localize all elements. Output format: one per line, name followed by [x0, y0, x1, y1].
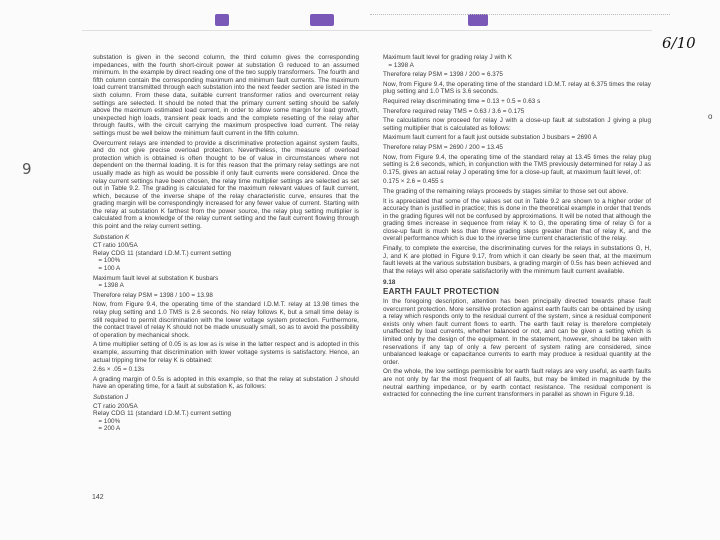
calculation: CT ratio 100/5A Relay CDG 11 (standard I.D.M.T.) current setting = 100% = 100 A: [93, 242, 232, 273]
paragraph: On the whole, the low settings permissible for earth fault relays are very useful, as earth faults are not only by far the most frequent of all faults, but may be limited in magnitude by the neutral earthing impedance, or by earth contact resistance. The residual component is extracted for connecting the line current transformers in parallel as shown in Figure 9.18.: [383, 368, 651, 399]
paragraph: Now, from Figure 9.4, the operating time of the standard relay at 13.45 times the relay plug setting is 2.6 seconds, which, in conjunction with the TMS previously determined for relay J as 0.175, gives an actual relay J operating time for a close-up fault, at maximum fault level, of:: [383, 153, 651, 176]
section-number: 9.18: [383, 279, 396, 287]
handwritten-margin-mark: 9: [22, 160, 32, 178]
calculation: Required relay discriminating time = 0.13 + 0.5 = 0.63 s: [383, 97, 541, 105]
subsection-heading: Substation K: [93, 233, 130, 241]
page-number: 142: [92, 494, 104, 501]
calculation: Therefore relay PSM = 2690 / 200 = 13.45: [383, 143, 503, 151]
handwritten-page-note: 6/10: [662, 34, 696, 52]
left-column: [93, 54, 359, 435]
calculation: 0.175 × 2.6 = 0.455 s: [383, 178, 444, 186]
handwritten-side-mark: o: [708, 112, 713, 121]
calculation: Therefore relay PSM = 1398 / 200 = 6.375: [383, 71, 503, 79]
paragraph: Now, from Figure 9.4, the operating time of the standard I.D.M.T. relay at 13.98 times the relay plug setting and 1.0 TMS is 2.6 seconds. No relay follows K, but a small time delay is still required to permit discrimination with the lower voltage system protection. Furthermore, the contact travel of relay K should not be made unusually small, so as to avoid the possibility of operation by mechanical shock.: [93, 301, 359, 339]
paragraph: It is appreciated that some of the values set out in Table 9.2 are shown to a higher order of accuracy than is justified in practice; this is done in the theoretical example in order that trends in the grading figures will not be confused by approximations. It will be noted that although the grading times increase in sequence from relay K to G, the operating time of relay G for a close-up fault is much less than three grading steps greater than that of relay K, and the overall performance which is due to the inverse time current characteristic of the relay.: [383, 197, 651, 243]
purple-tab-marker: [310, 14, 334, 26]
paragraph: Maximum fault current for a fault just outside substation J busbars = 2690 A: [383, 134, 597, 142]
paragraph: A grading margin of 0.5s is adopted in this example, so that the relay at substation J should have an operating time, for a fault at substation K, as follows:: [93, 375, 359, 391]
right-column: [383, 54, 651, 401]
purple-tab-marker: [215, 14, 229, 26]
calculation: CT ratio 200/5A Relay CDG 11 (standard I.D.M.T.) current setting = 100% = 200 A: [93, 402, 232, 433]
calculation: Therefore required relay TMS = 0.63 / 3.6 = 0.175: [383, 107, 525, 115]
paragraph: Now, from Figure 9.4, the operating time of the standard I.D.M.T. relay at 6.375 times the relay plug setting and 1.0 TMS is 3.6 seconds.: [383, 80, 651, 96]
paragraph: In the foregoing description, attention has been principally directed towards phase fault overcurrent protection. More sensitive protection against earth faults can be obtained by using a relay which responds only to the residual current of the system, since a residual component exists only when fault current flows to earth. The earth fault relay is therefore completely unaffected by load currents, whether balanced or not, and can be given a setting which is limited only by the design of the equipment. In the statement, however, should be taken with reservations if any tap of only a few percent of system rating are considered, since unbalanced leakage or capacitance currents to earth may produce a residual quantity at the order.: [383, 298, 651, 366]
calculation: Maximum fault level for grading relay J with K = 1398 A: [383, 54, 512, 69]
section-title: EARTH FAULT PROTECTION: [383, 287, 500, 297]
calculation: Maximum fault level at substation K busbars = 1398 A: [93, 274, 219, 290]
top-rule: [82, 30, 652, 31]
paragraph: The calculations now proceed for relay J with a close-up fault at substation J giving a plug setting multiplier that is calculated as follows:: [383, 117, 651, 132]
paragraph: A time multiplier setting of 0.05 is as low as is wise in the latter respect and is adopted in this example, assuming that discrimination with lower voltage systems is satisfactory. Hence, an actual tripping time for relay K is obtained:: [93, 341, 359, 364]
paragraph: Overcurrent relays are intended to provide a discriminative protection against system faults, and do not give precise overload protection. Nevertheless, the measure of overload protection which is obtained is often thought to be of value in circumstances where not dependent on the thermal loading. It is for this reason that the primary relay settings are not usually made as high as would be possible if only fault currents were considered. Once the relay current settings have been chosen, the relay time multiplier settings are selected as set out in Table 9.2. The grading is calculated for the maximum relevant values of fault current, which, because of the inverse shape of the relay characteristic curve, ensures that the grading margin will be correspondingly increased for any fewer value of current. Starting with the relay at substation K farthest from the power source, the relay plug setting multiplier is calculated from a knowledge of the relay current setting and the fault current flowing through this point and the relay current setting.: [93, 139, 359, 231]
paragraph: The grading of the remaining relays proceeds by stages similar to those set out above.: [383, 187, 629, 195]
scan-artifact-dots: [370, 14, 670, 19]
subsection-heading: Substation J: [93, 393, 129, 401]
paragraph: Finally, to complete the exercise, the discriminating curves for the relays in substations G, H, J, and K are plotted in Figure 9.17, from which it can clearly be seen that, at the maximum fault levels at the various substation busbars, a grading margin of 0.5s has been achieved and that the relays will also operate satisfactorily with the minimum fault current available.: [383, 245, 651, 275]
calculation: Therefore relay PSM = 1398 / 100 = 13.98: [93, 291, 213, 299]
paragraph: substation is given in the second column, the third column gives the corresponding impedances, with the fourth short-circuit power at substation G reduced to an assumed minimum. In the example by direct reading one of the two supply transformers. The fourth and fifth column contain the corresponding maximum and minimum fault currents. The maximum load current transmitted through each substation into the next feeder section are listed in the sixth column. From these data, suitable current transformer ratios and overcurrent relay settings are selected. It should be noted that the primary current setting should be safely above the maximum estimated load current, in order to allow some margin for load growth, unexpected high loads, transient peak loads and the complete resetting of the relay after through faults, with the circuit carrying the maximum prospective load current. The relay settings must be well below the minimum fault current in the fifth column.: [93, 54, 359, 137]
calculation: 2.6s × .05 = 0.13s: [93, 366, 145, 374]
